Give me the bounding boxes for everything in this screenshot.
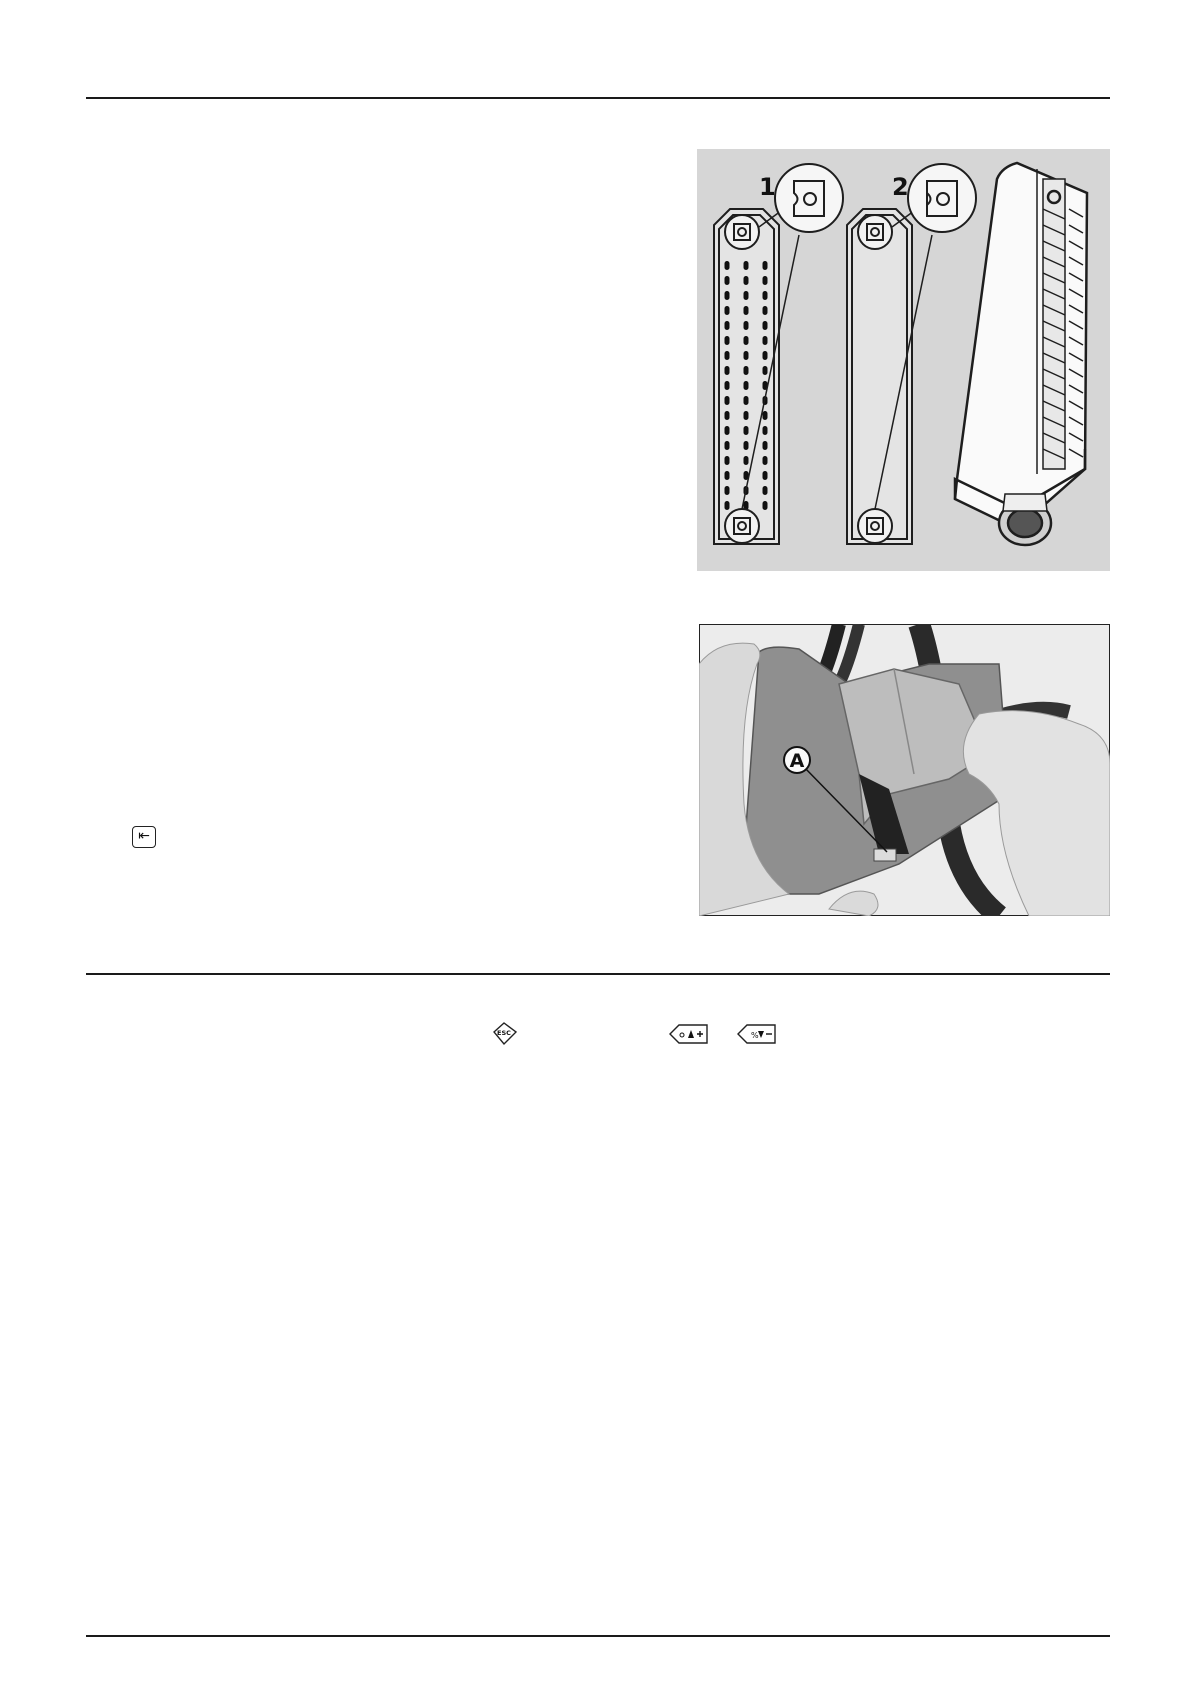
pin-slot: [763, 306, 768, 315]
pin-slot: [763, 426, 768, 435]
pin-slot: [763, 486, 768, 495]
pin-slot: [725, 486, 730, 495]
pin-slot: [744, 321, 749, 330]
pin-slot: [725, 441, 730, 450]
pin-slot: [725, 351, 730, 360]
pin-slot: [725, 411, 730, 420]
pin-slot: [725, 366, 730, 375]
pin-slot: [744, 396, 749, 405]
pin-slot: [763, 441, 768, 450]
pin-slot: [744, 261, 749, 270]
pin-slot: [725, 291, 730, 300]
up-plus-key-icon: [667, 1023, 711, 1045]
top-rule: [86, 97, 1110, 99]
pin-slot: [725, 381, 730, 390]
pin-slot: [744, 426, 749, 435]
pin-slot: [744, 441, 749, 450]
pin-slot: [763, 321, 768, 330]
callout-1: 1: [759, 173, 776, 201]
pin-slot: [725, 396, 730, 405]
pin-slot: [744, 411, 749, 420]
down-minus-key-icon: [735, 1023, 779, 1045]
pin-slot: [725, 321, 730, 330]
pin-slot: [725, 306, 730, 315]
svg-text:%: %: [751, 1031, 759, 1040]
pin-slot: [763, 291, 768, 300]
connector-removal-photo: [699, 624, 1110, 916]
pin-slot: [744, 276, 749, 285]
pin-slot: [725, 276, 730, 285]
pin-slot: [744, 381, 749, 390]
section-rule: [86, 973, 1110, 975]
enter-key-icon: ⇤: [132, 826, 156, 848]
pin-slot: [763, 351, 768, 360]
pin-slot: [744, 306, 749, 315]
pin-slot: [725, 426, 730, 435]
bottom-rule: [86, 1635, 1110, 1637]
pin-slot: [744, 336, 749, 345]
pin-slot: [744, 456, 749, 465]
esc-key-icon: [490, 1021, 520, 1047]
pin-slot: [763, 261, 768, 270]
pin-slot: [725, 336, 730, 345]
pin-slot: [725, 471, 730, 480]
pin-slot: [763, 411, 768, 420]
pin-slot: [763, 471, 768, 480]
pin-slot: [725, 456, 730, 465]
pin-slot: [763, 336, 768, 345]
pin-slot: [763, 456, 768, 465]
pin-slot: [763, 501, 768, 510]
pin-slot: [744, 366, 749, 375]
callout-a: A: [789, 750, 805, 772]
callout-2: 2: [892, 173, 909, 201]
pin-slot: [725, 501, 730, 510]
pin-slot: [744, 351, 749, 360]
connector-pin-diagram: [697, 149, 1110, 571]
esc-key-label: ESC: [497, 1029, 511, 1037]
pin-slot: [744, 291, 749, 300]
pin-slot: [763, 366, 768, 375]
pin-slot: [763, 276, 768, 285]
pin-slot: [725, 261, 730, 270]
